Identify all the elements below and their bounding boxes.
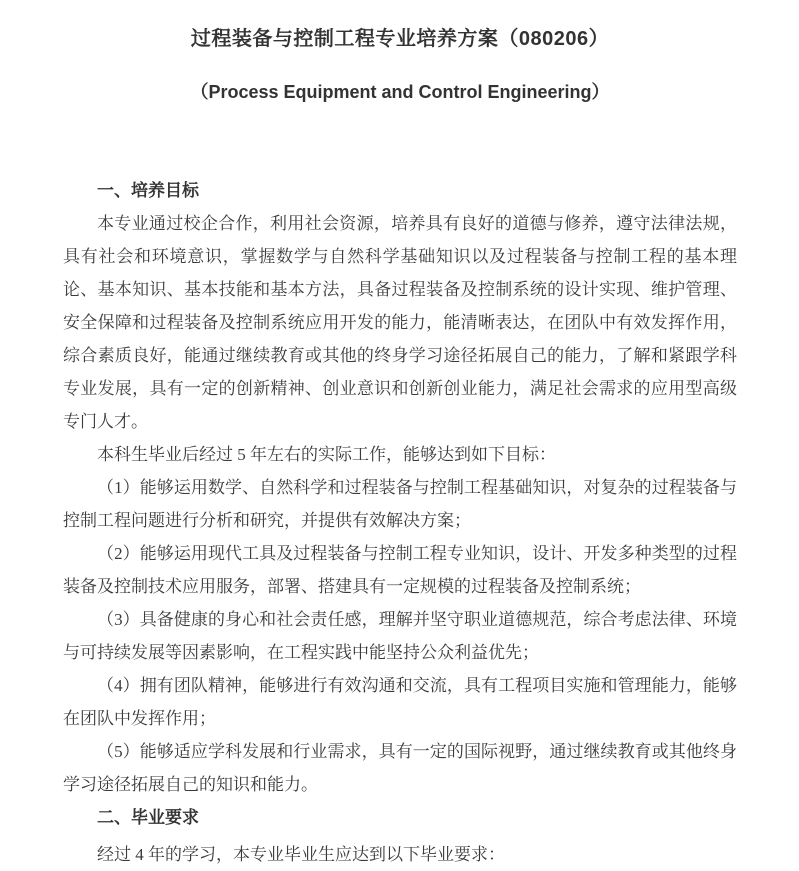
- paragraph-goal-1: （1）能够运用数学、自然科学和过程装备与控制工程基础知识，对复杂的过程装备与控制工程问题进行分析和研究，并提供有效解决方案；: [63, 478, 737, 530]
- paragraph-overview: 本专业通过校企合作，利用社会资源，培养具有良好的道德与修养，遵守法律法规，具有社会和环境意识，掌握数学与自然科学基础知识以及过程装备与控制工程的基本理论、基本知识、基本技能和基本方法，具备过程装备及控制系统的设计实现、维护管理、安全保障和过程装备及控制系统应用开发的能力，能清晰表达，在团队中有效发挥作用，综合素质良好，能通过继续教育或其他的终身学习途径拓展自己的能力，了解和紧跟学科专业发展，具有一定的创新精神、创业意识和创新创业能力，满足社会需求的应用型高级专门人才。: [63, 214, 737, 431]
- paragraph-goals-intro: 本科生毕业后经过 5 年左右的实际工作，能够达到如下目标：: [97, 445, 556, 464]
- paragraph-goal-4: （4）拥有团队精神，能够进行有效沟通和交流，具有工程项目实施和管理能力，能够在团队中发挥作用；: [63, 676, 737, 728]
- paragraph-goal-2: （2）能够运用现代工具及过程装备与控制工程专业知识，设计、开发多种类型的过程装备及控制技术应用服务，部署、搭建具有一定规模的过程装备及控制系统；: [63, 544, 737, 596]
- paragraph-goal-5: （5）能够适应学科发展和行业需求，具有一定的国际视野，通过继续教育或其他终身学习途径拓展自己的知识和能力。: [63, 742, 737, 794]
- paragraph-requirements-intro: 经过 4 年的学习，本专业毕业生应达到以下毕业要求：: [97, 845, 505, 864]
- section-heading-training-objectives: 一、培养目标: [97, 181, 199, 200]
- document-subtitle-english: （Process Equipment and Control Engineering）: [190, 82, 610, 102]
- section-heading-graduation-requirements: 二、毕业要求: [97, 808, 199, 827]
- document-title: 过程装备与控制工程专业培养方案（080206）: [190, 28, 610, 50]
- paragraph-goal-3: （3）具备健康的身心和社会责任感，理解并坚守职业道德规范，综合考虑法律、环境与可持续发展等因素影响，在工程实践中能坚持公众利益优先；: [63, 610, 737, 662]
